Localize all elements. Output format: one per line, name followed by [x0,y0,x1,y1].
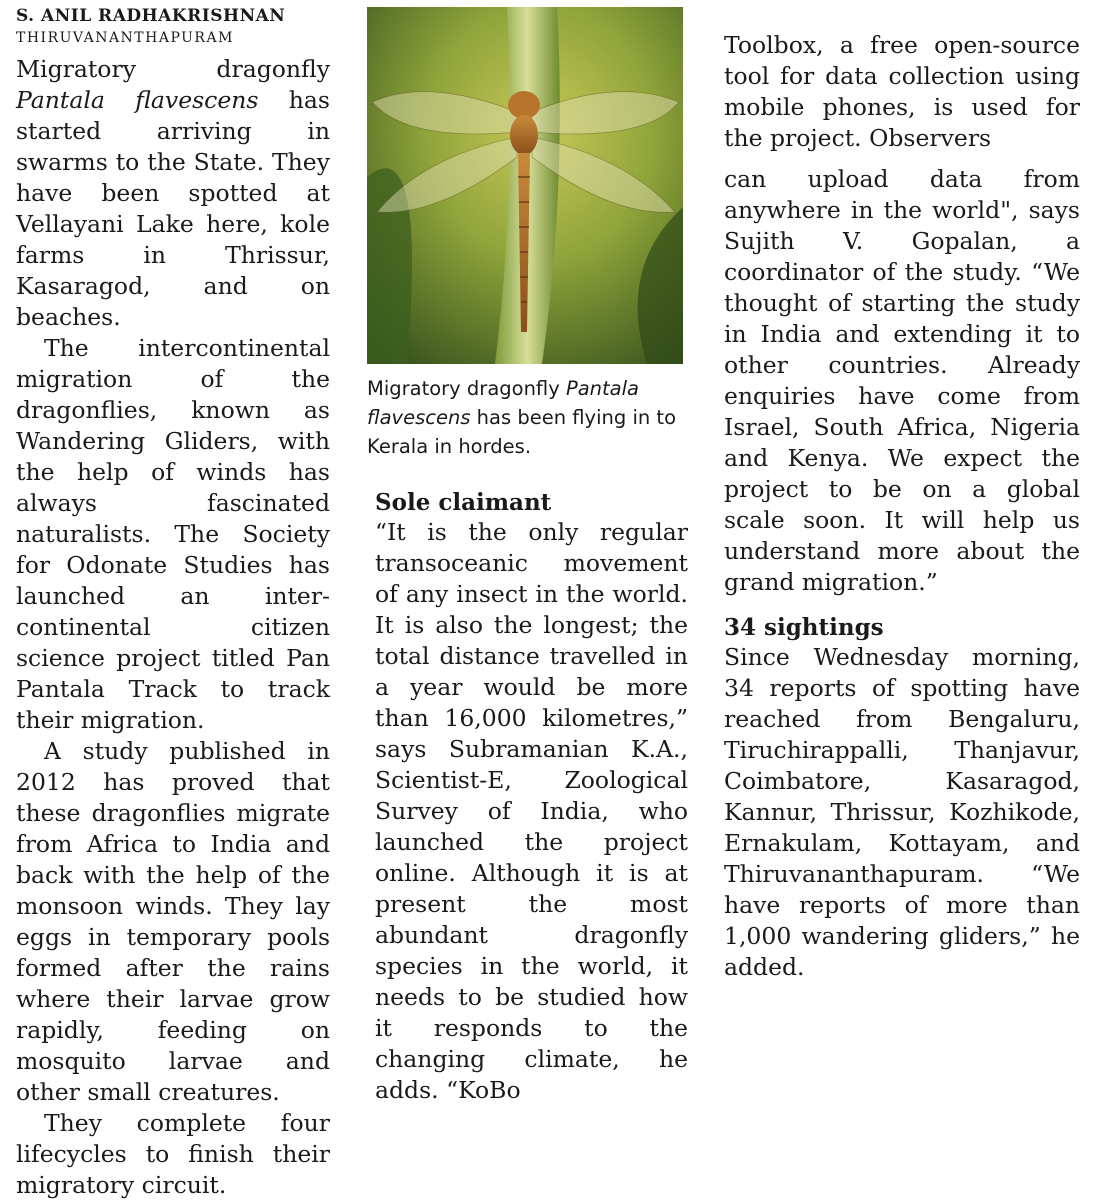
dragonfly-photo [367,7,683,364]
caption-species-name: Pantala flavescens [367,377,639,429]
species-name: Pantala flavescens [16,86,259,114]
paragraph-4: They complete four lifecycles to finish their migratory circuit. [16,1109,330,1199]
column-1 [16,0,330,1201]
paragraph-toolbox: Toolbox, a free open-source tool for data collection using mobile phones, is used for the project. Observers [724,31,1080,152]
paragraph-sightings: Since Wednesday morning, 34 reports of spotting have reached from Bengaluru, Tiruchirappalli, Thanjavur, Coimbatore, Kasaragod, Kannur, Thrissur, Kozhikode, Ernakulam, Kottayam, and Thiruvananthapuram. “We have reports of more than 1,000 wandering gliders,” he added. [724,643,1080,981]
byline: S. ANIL RADHAKRISHNAN [16,6,286,26]
subheading-34-sightings: 34 sightings [724,614,884,641]
dateline: THIRUVANANTHAPURAM [16,30,234,46]
column-2 [375,489,688,1106]
paragraph-1: Migratory dragonfly Pantala flavescens has started arriving in swarms to the State. They have been spotted at Vellayani Lake here, kole farms in Thrissur, Kasaragod, and on beaches. [16,55,330,331]
paragraph-sole-claimant: “It is the only regular transoceanic movement of any insect in the world. It is also the longest; the total distance travelled in a year would be more than 16,000 kilometres,” says Subramanian K.A., Scientist-E, Zoological Survey of India, who launched the project online. Although it is at present the most abundant dragonfly species in the world, it needs to be studied how it responds to the changing climate, he adds. “KoBo [375,518,688,1104]
photo-caption: Migratory dragonfly Pantala flavescens has been flying in to Kerala in hordes. [367,377,677,458]
subheading-sole-claimant: Sole claimant [375,489,552,516]
paragraph-2: The intercontinental migration of the dragonflies, known as Wandering Gliders, with the help of winds has always fascinated naturalists. The Society for Odonate Studies has launched an inter-continental citizen science project titled Pan Pantala Track to track their migration. [16,334,330,734]
column-3 [724,30,1080,983]
paragraph-upload: can upload data from anywhere in the world", says Sujith V. Gopalan, a coordinator of the study. “We thought of starting the study in India and extending it to other countries. Already enquiries have come from Israel, South Africa, Nigeria and Kenya. We expect the project to be on a global scale soon. It will help us understand more about the grand migration.” [724,165,1080,596]
paragraph-3: A study published in 2012 has proved that these dragonflies migrate from Africa to India and back with the help of the monsoon winds. They lay eggs in temporary pools formed after the rains where their larvae grow rapidly, feeding on mosquito larvae and other small creatures. [16,737,330,1106]
